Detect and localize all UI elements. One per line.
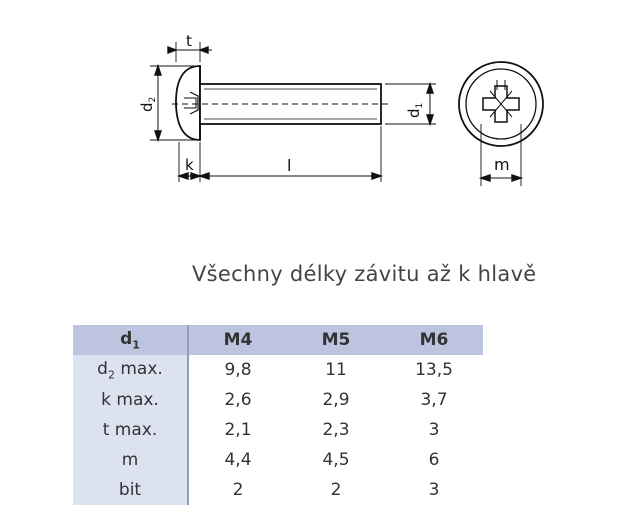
- cell: 2,9: [322, 390, 350, 410]
- dim-label-t: t: [186, 32, 192, 50]
- screw-technical-drawing: [0, 0, 628, 230]
- row-label: bit: [73, 475, 188, 505]
- dim-label-d2: $d_2$: [138, 96, 158, 112]
- cell: 2: [232, 480, 244, 500]
- table-row: [73, 445, 483, 475]
- dim-label-k: k: [185, 156, 194, 174]
- cell: 2,6: [224, 390, 252, 410]
- cell: 2: [330, 480, 342, 500]
- row-label: k max.: [73, 385, 188, 415]
- cell: 2,3: [322, 420, 350, 440]
- row-label: $d_2$ max.: [73, 355, 188, 385]
- cell: 4,5: [322, 450, 350, 470]
- cell: 13,5: [415, 360, 453, 380]
- cell: 4,4: [224, 450, 252, 470]
- table-header-row: [73, 325, 483, 355]
- row-label: t max.: [73, 415, 188, 445]
- spec-table: [73, 325, 483, 505]
- cell: 11: [325, 360, 347, 380]
- cell: 3,7: [420, 390, 448, 410]
- table-row: [73, 355, 483, 385]
- header-m5: M5: [287, 325, 385, 355]
- caption: Všechny délky závitu až k hlavě: [192, 262, 537, 286]
- cell: 3: [428, 480, 440, 500]
- cell: 3: [428, 420, 440, 440]
- cell: 6: [428, 450, 440, 470]
- header-m4: M4: [188, 325, 287, 355]
- dim-label-d1: $d_1$: [405, 102, 425, 118]
- row-label: m: [73, 445, 188, 475]
- cell: 2,1: [224, 420, 252, 440]
- table-row: [73, 385, 483, 415]
- table-row: [73, 475, 483, 505]
- dim-label-l: l: [287, 156, 292, 175]
- dim-label-m: m: [494, 155, 510, 174]
- header-d1: $d_1$: [73, 325, 188, 355]
- header-m6: M6: [385, 325, 483, 355]
- cell: 9,8: [224, 360, 252, 380]
- table-row: [73, 415, 483, 445]
